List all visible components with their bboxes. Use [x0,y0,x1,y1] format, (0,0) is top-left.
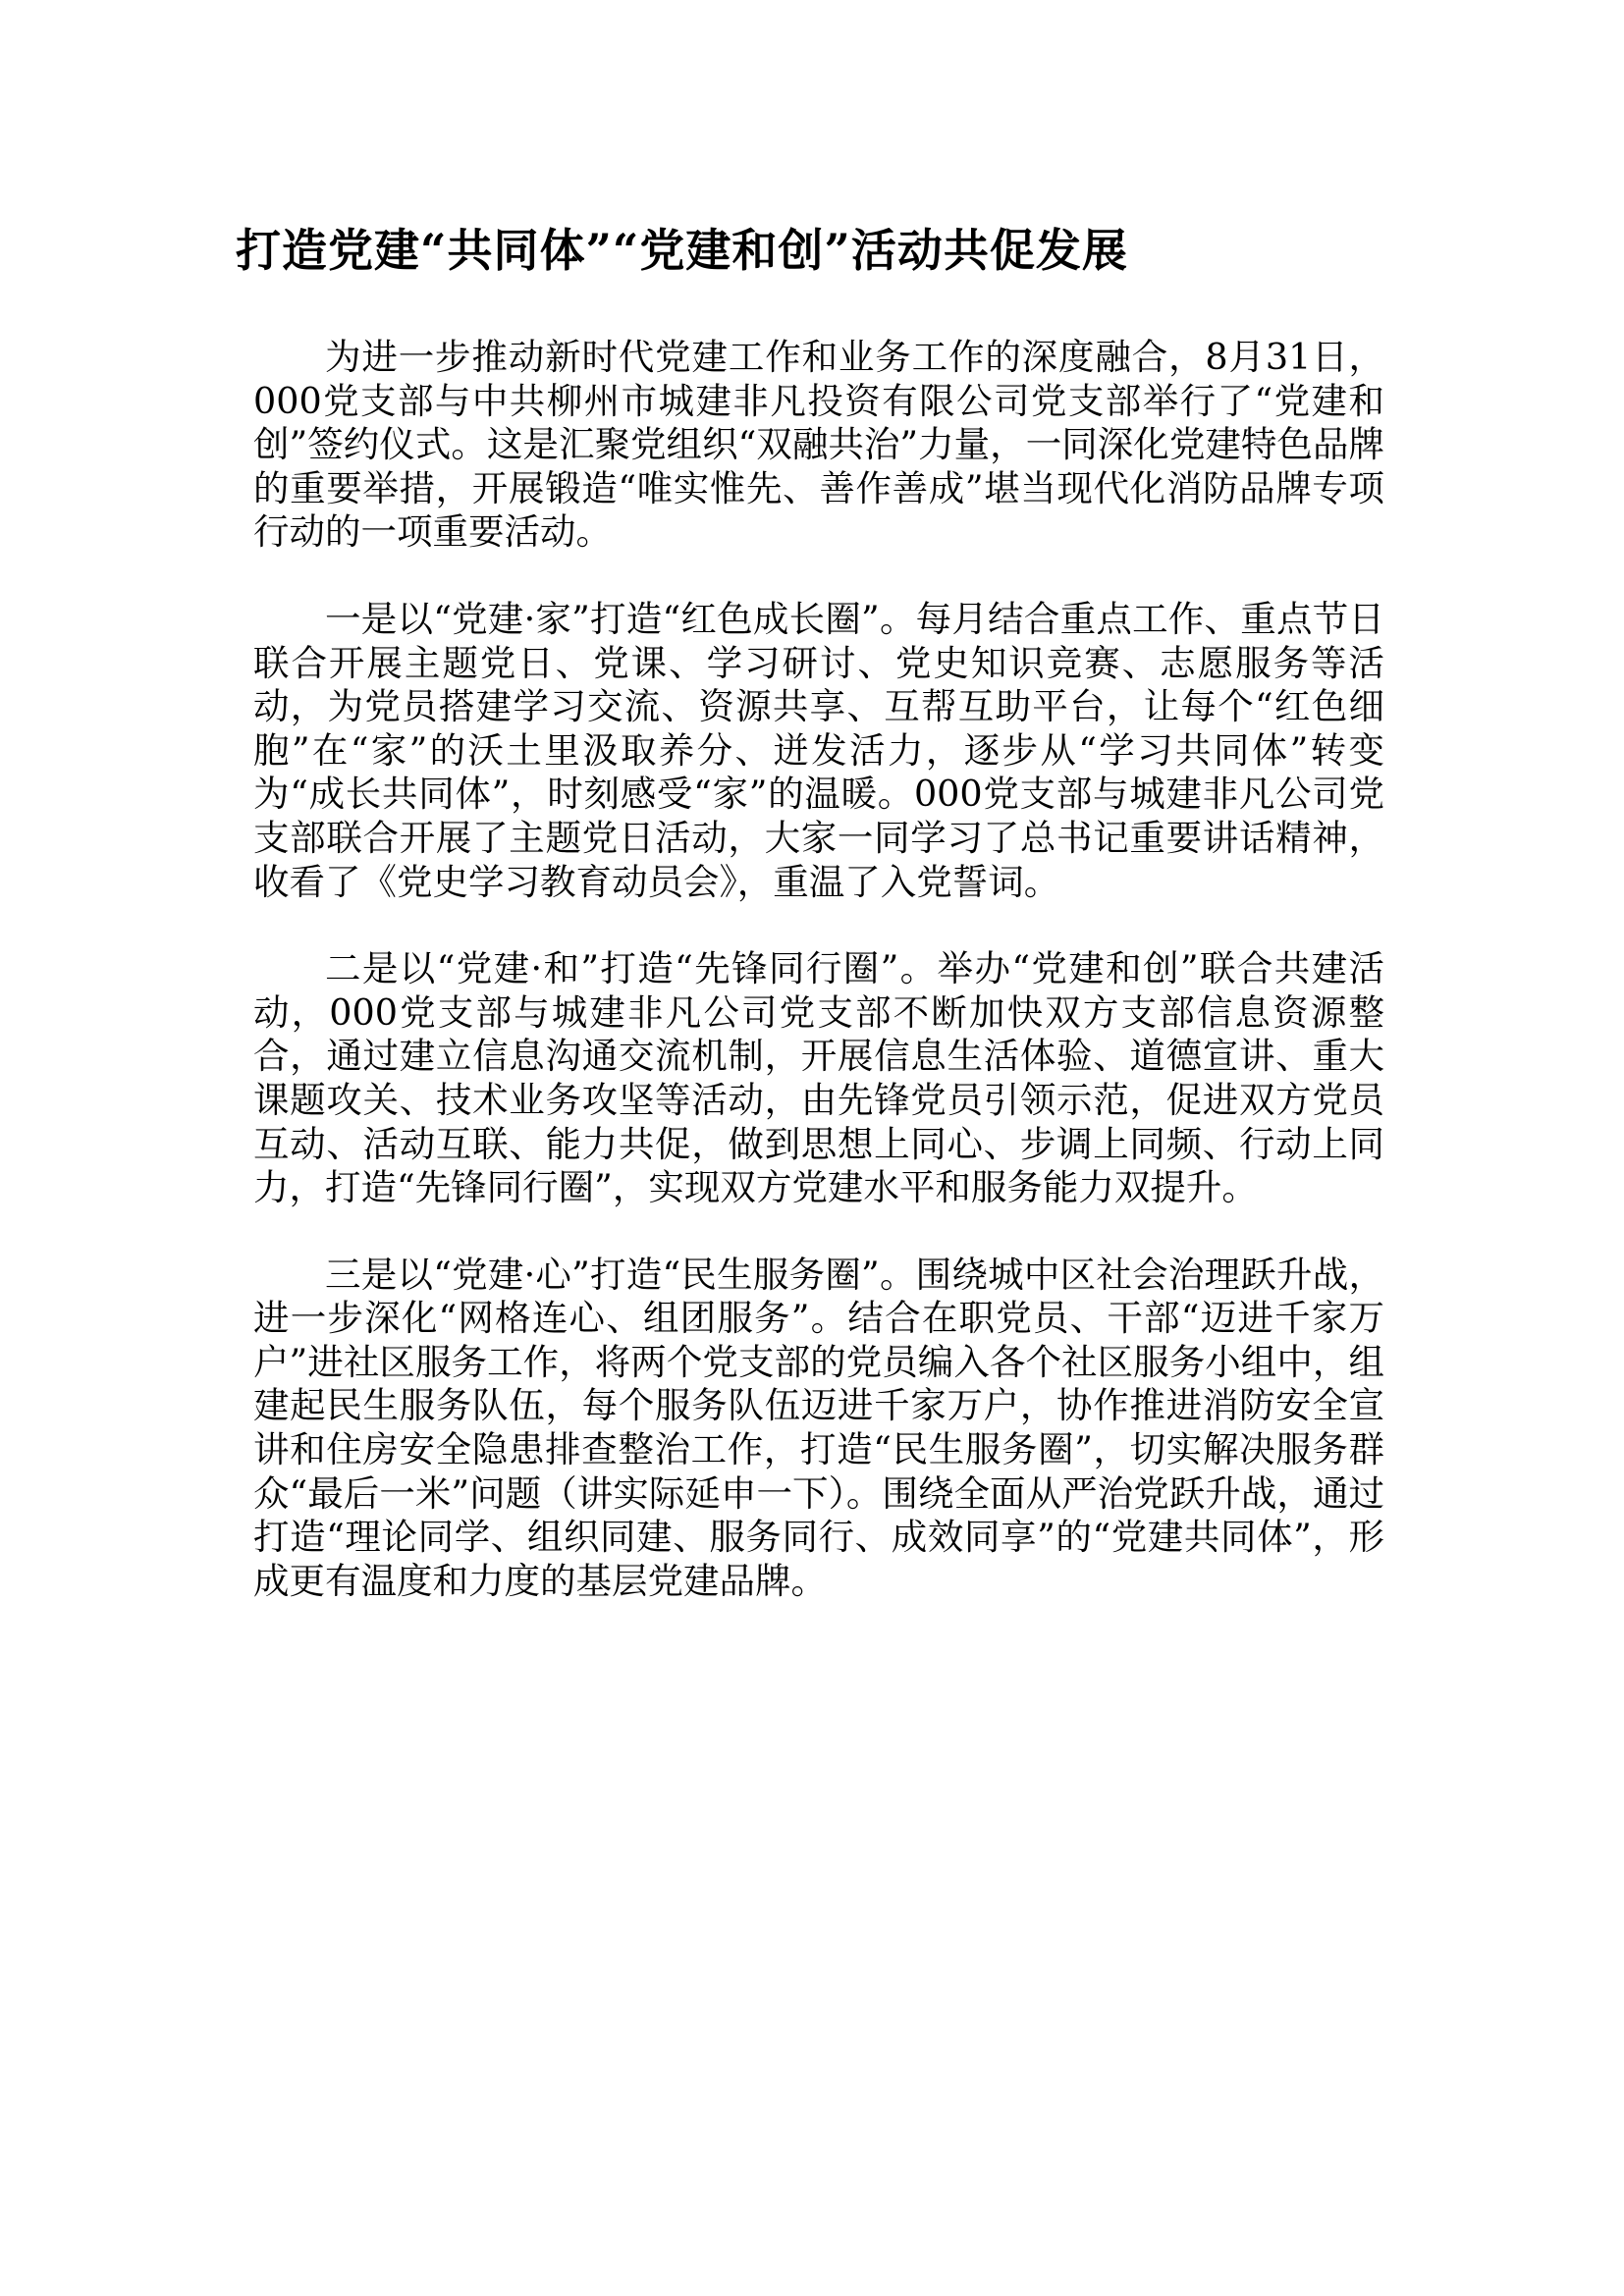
paragraph-point-one: 一是以“党建·家”打造“红色成长圈”。每月结合重点工作、重点节日联合开展主题党日、党课、学习研讨、党史知识竞赛、志愿服务等活动，为党员搭建学习交流、资源共享、互帮互助平台，让每个“红色细胞”在“家”的沃土里汲取养分、迸发活力，逐步从“学习共同体”转变为“成长共同体”，时刻感受“家”的温暖。000党支部与城建非凡公司党支部联合开展了主题党日活动，大家一同学习了总书记重要讲话精神，收看了《党史学习教育动员会》，重温了入党誓词。 [253,597,1384,903]
document-title: 打造党建“共同体”“党建和创”活动共促发展 [236,224,1128,277]
paragraph-intro: 为进一步推动新时代党建工作和业务工作的深度融合，8月31日，000党支部与中共柳州市城建非凡投资有限公司党支部举行了“党建和创”签约仪式。这是汇聚党组织“双融共治”力量，一同深化党建特色品牌的重要举措，开展锻造“唯实惟先、善作善成”堪当现代化消防品牌专项行动的一项重要活动。 [253,336,1384,554]
paragraph-point-three: 三是以“党建·心”打造“民生服务圈”。围绕城中区社会治理跃升战，进一步深化“网格连心、组团服务”。结合在职党员、干部“迈进千家万户”进社区服务工作，将两个党支部的党员编入各个社区服务小组中，组建起民生服务队伍，每个服务队伍迈进千家万户，协作推进消防安全宣讲和住房安全隐患排查整治工作，打造“民生服务圈”，切实解决服务群众“最后一米”问题（讲实际延申一下）。围绕全面从严治党跃升战，通过打造“理论同学、组织同建、服务同行、成效同享”的“党建共同体”，形成更有温度和力度的基层党建品牌。 [253,1253,1384,1602]
document-body [253,336,1384,1603]
paragraph-point-two: 二是以“党建·和”打造“先锋同行圈”。举办“党建和创”联合共建活动，000党支部与城建非凡公司党支部不断加快双方支部信息资源整合，通过建立信息沟通交流机制，开展信息生活体验、道德宣讲、重大课题攻关、技术业务攻坚等活动，由先锋党员引领示范，促进双方党员互动、活动互联、能力共促，做到思想上同心、步调上同频、行动上同力，打造“先锋同行圈”，实现双方党建水平和服务能力双提升。 [253,947,1384,1209]
